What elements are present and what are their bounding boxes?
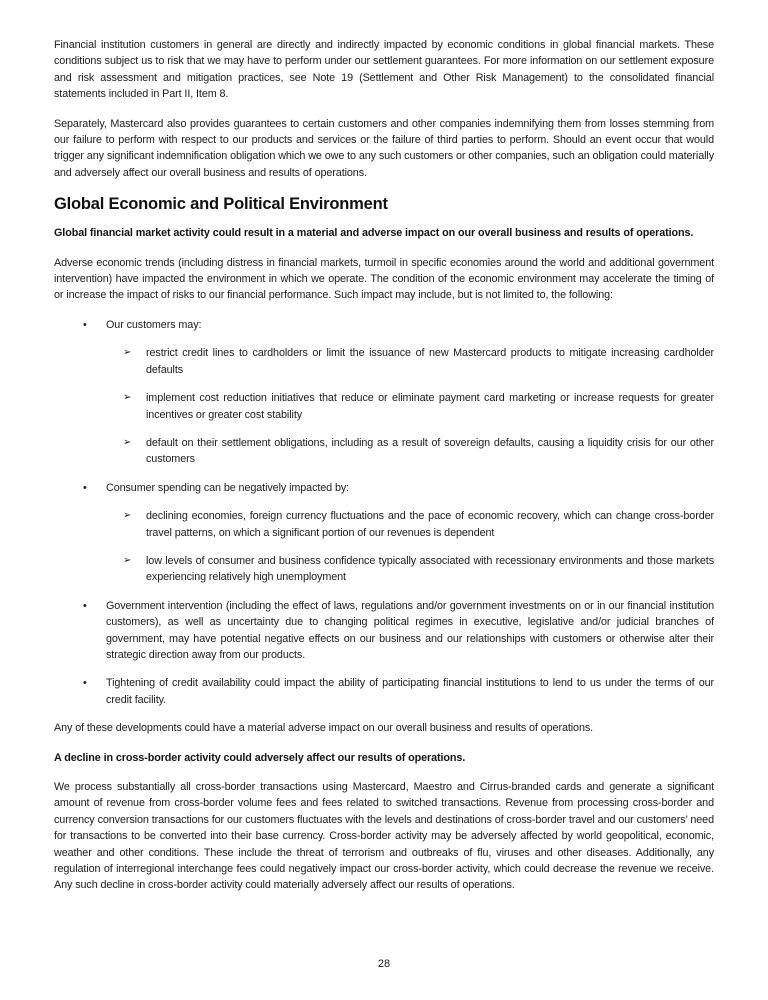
bullet-item-consumer-spending (54, 480, 714, 496)
sub-bullet-settlement-default (54, 435, 714, 468)
paragraph-adverse-trends: Adverse economic trends (including distress in financial markets, turmoil in specific economies around the world and additional government intervention) have impacted the environment in which we operate. The condition of the economic environment may accelerate the timing of or increase the impact of risks to our financial performance. Such impact may include, but is not limited to, the following: (54, 256, 714, 302)
arrow-bullet-icon: ➢ (123, 392, 132, 404)
paragraph-cross-border: We process substantially all cross-border transactions using Mastercard, Maestro and Cirrus-branded cards and generate a significant amount of revenue from cross-border volume fees and fees related to switched transactions. Revenue from processing cross-border and currency conversion transactions for our customers fluctuates with the levels and destinations of cross-border travel and our customers’ need for transactions to be converted into their base currency. Cross-border activity may be adversely affected by world geopolitical, economic, weather and other conditions. These include the threat of terrorism and outbreaks of flu, viruses and other diseases. Additionally, any regulation of interregional interchange fees could negatively impact our cross-border activity, which could decrease the revenue we receive. Any such decline in cross-border activity could materially adversely affect our results of operations. (54, 781, 714, 892)
bullet-icon: • (83, 677, 87, 690)
sub-bullet-text: declining economies, foreign currency fluctuations and the pace of economic recovery, which can change cross-border travel patterns, on which a significant portion of our revenues is dependent (146, 510, 714, 539)
bullet-text: Consumer spending can be negatively impacted by: (106, 481, 350, 494)
bullet-text: Government intervention (including the effect of laws, regulations and/or government investments on or in our financial institution customers), as well as uncertainty due to changing political regimes in executive, legislative and/or judicial branches of government, may have potential negative effects on our business and our relationships with customers or otherwise alter their strategic direction away from our products. (106, 599, 714, 661)
page-number: 28 (377, 958, 391, 970)
paragraph-guarantees: Separately, Mastercard also provides guarantees to certain customers and other companies indemnifying them from losses stemming from our failure to perform with respect to our products and services or the failure of third parties to perform. Should an event occur that would trigger any significant indemnification obligation which we owe to any such customers or other companies, such an obligation could materially and adversely affect our overall business and results of operations. (54, 117, 714, 179)
arrow-bullet-icon: ➢ (123, 347, 132, 359)
paragraph-developments-impact: Any of these developments could have a material adverse impact on our overall business and results of operations. (54, 722, 594, 735)
sub-bullet-cost-reduction (54, 390, 714, 423)
bullet-text: Tightening of credit availability could impact the ability of participating financial institutions to lend to us under the terms of our credit facility. (106, 677, 714, 706)
sub-bullet-text: low levels of consumer and business confidence typically associated with recessionary environments and those markets experiencing relatively high unemployment (146, 554, 714, 584)
paragraph-settlement-risk: Financial institution customers in general are directly and indirectly impacted by economic conditions in global financial markets. These conditions subject us to risk that we may have to perform under our settlement guarantees. For more information on our settlement exposure and risk assessment and mitigation practices, see Note 19 (Settlement and Other Risk Management) to the consolidated financial statements included in Part II, Item 8. (54, 39, 714, 101)
sub-bullet-low-confidence (54, 553, 714, 586)
bullet-item-credit-tightening (54, 675, 714, 708)
bullet-icon: • (83, 599, 87, 612)
risk-subheading-cross-border: A decline in cross-border activity could adversely affect our results of operations. (54, 751, 466, 764)
bullet-text: Our customers may: (106, 318, 202, 331)
bullet-item-customers (54, 317, 714, 333)
arrow-bullet-icon: ➢ (123, 554, 132, 566)
sub-bullet-text: implement cost reduction initiatives that reduce or eliminate payment card marketing or increase requests for greater incentives or greater cost stability (146, 392, 714, 421)
sub-bullet-restrict-credit (54, 345, 714, 378)
arrow-bullet-icon: ➢ (123, 510, 132, 522)
sub-bullet-text: default on their settlement obligations, including as a result of sovereign defaults, causing a liquidity crisis for our other customers (146, 436, 714, 466)
sub-bullet-declining-economies (54, 508, 714, 541)
risk-subheading-global-market: Global financial market activity could result in a material and adverse impact on our overall business and results of operations. (54, 227, 694, 240)
section-heading: Global Economic and Political Environment (54, 195, 388, 214)
bullet-icon: • (83, 481, 87, 494)
sub-bullet-text: restrict credit lines to cardholders or limit the issuance of new Mastercard products to mitigate increasing cardholder defaults (146, 347, 714, 376)
bullet-item-government-intervention (54, 598, 714, 664)
bullet-icon: • (83, 318, 87, 331)
arrow-bullet-icon: ➢ (123, 436, 132, 448)
